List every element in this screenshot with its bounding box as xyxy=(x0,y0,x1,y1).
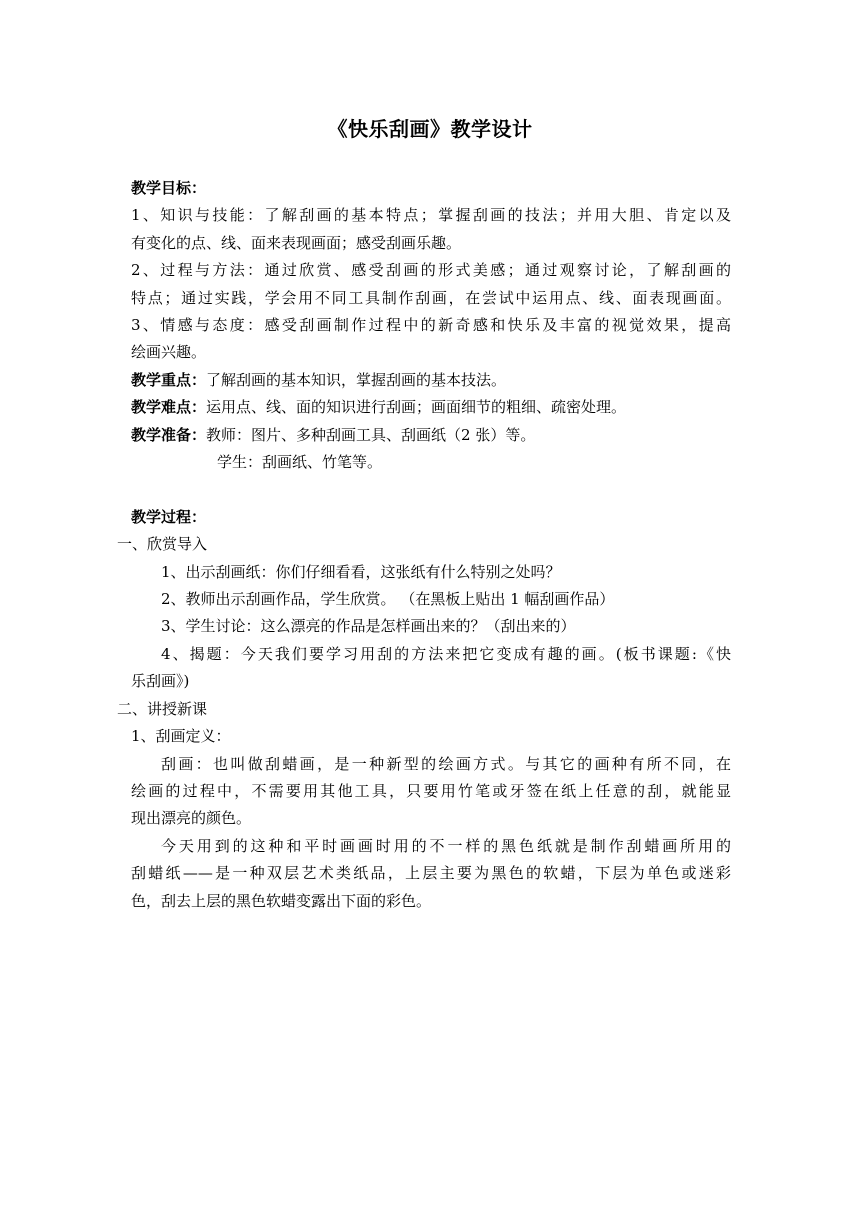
objective-line-3: 2、过程与方法：通过欣赏、感受刮画的形式美感；通过观察讨论，了解刮画的 xyxy=(131,261,731,280)
key-point-text: 了解刮画的基本知识，掌握刮画的基本技法。 xyxy=(206,370,507,389)
section-1-item-4-line-1: 4、揭题：今天我们要学习用刮的方法来把它变成有趣的画。(板书课题:《快 xyxy=(161,644,731,663)
objective-line-5: 3、情感与态度：感受刮画制作过程中的新奇感和快乐及丰富的视觉效果，提高 xyxy=(131,316,731,335)
section-2-para-2-line-2: 刮蜡纸——是一种双层艺术类纸品，上层主要为黑色的软蜡，下层为单色或迷彩 xyxy=(131,864,731,883)
section-2-heading: 二、讲授新课 xyxy=(117,699,208,718)
preparation-student: 学生：刮画纸、竹笔等。 xyxy=(217,453,383,472)
section-2-para-2-line-3: 色，刮去上层的黑色软蜡变露出下面的彩色。 xyxy=(131,891,432,910)
key-point-line xyxy=(131,367,731,394)
preparation-teacher: 教师：图片、多种刮画工具、刮画纸（2 张）等。 xyxy=(206,425,536,444)
section-1-item-2: 2、教师出示刮画作品，学生欣赏。 （在黑板上贴出 1 幅刮画作品） xyxy=(161,590,615,609)
document-title: 《快乐刮画》教学设计 xyxy=(327,117,533,141)
objective-line-4: 特点；通过实践，学会用不同工具制作刮画，在尝试中运用点、线、面表现画面。 xyxy=(131,288,731,307)
process-heading: 教学过程： xyxy=(131,507,207,526)
section-1-heading: 一、欣赏导入 xyxy=(117,535,208,554)
section-1-item-4-line-2: 乐刮画》) xyxy=(131,672,190,691)
blank-line xyxy=(131,476,731,503)
key-point-label: 教学重点： xyxy=(131,370,207,389)
section-2-item-1: 1、刮画定义： xyxy=(131,727,231,746)
objectives-heading: 教学目标： xyxy=(131,179,207,197)
objective-line-1: 1、知识与技能：了解刮画的基本特点；掌握刮画的技法；并用大胆、肯定以及 xyxy=(131,206,731,225)
section-1-item-3: 3、学生讨论：这么漂亮的作品是怎样画出来的？（刮出来的） xyxy=(161,617,576,636)
objective-line-2: 有变化的点、线、面来表现画面；感受刮画乐趣。 xyxy=(131,233,462,252)
preparation-label: 教学准备： xyxy=(131,425,207,444)
document-body xyxy=(117,175,731,915)
difficulty-line xyxy=(131,394,731,421)
section-2-para-2-line-1: 今天用到的这种和平时画画时用的不一样的黑色纸就是制作刮蜡画所用的 xyxy=(161,836,731,855)
preparation-line xyxy=(131,422,731,449)
section-2-para-1-line-2: 绘画的过程中，不需要用其他工具，只要用竹笔或牙签在纸上任意的刮，就能显 xyxy=(131,781,731,800)
section-2-para-1-line-1: 刮画：也叫做刮蜡画，是一种新型的绘画方式。与其它的画种有所不同，在 xyxy=(161,754,731,773)
difficulty-text: 运用点、线、面的知识进行刮画；画面细节的粗细、疏密处理。 xyxy=(206,398,627,417)
difficulty-label: 教学难点： xyxy=(131,398,207,417)
objective-line-6: 绘画兴趣。 xyxy=(131,343,207,362)
section-1-item-1: 1、出示刮画纸：你们仔细看看，这张纸有什么特别之处吗？ xyxy=(161,562,561,581)
section-2-para-1-line-3: 现出漂亮的颜色。 xyxy=(131,809,252,828)
